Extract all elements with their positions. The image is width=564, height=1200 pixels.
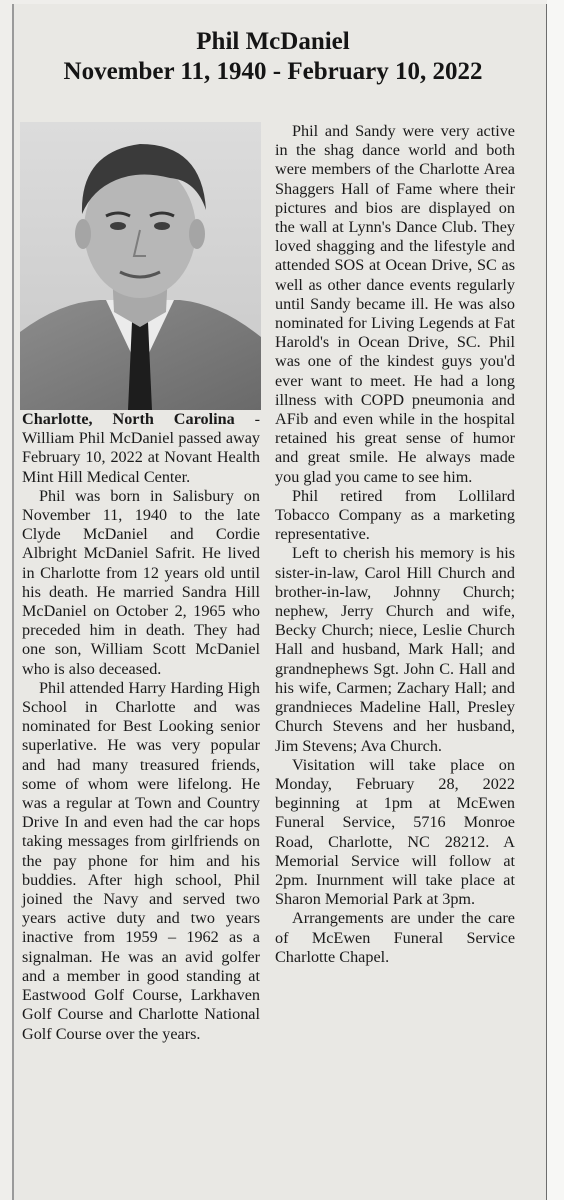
left-column <box>22 410 260 1044</box>
paragraph-visitation: Visitation will take place on Monday, February 28, 2022 beginning at 1pm at McEwen Funeral Service, 5716 Monroe Road, Charlotte, NC 28212. A Memorial Service will follow at 2pm. Inurnment will take place at Sharon Memorial Park at 3pm. <box>275 755 515 909</box>
paragraph-birth: Phil was born in Salisbury on November 11, 1940 to the late Clyde McDaniel and Cordie Albright McDaniel Safrit. He lived in Charlotte from 12 years old until his death. He married Sandra Hill McDaniel on October 2, 1965 who preceded him in death. They had one son, William Scott McDaniel who is also deceased. <box>22 486 260 678</box>
paragraph-career: Phil retired from Lollilard Tobacco Company as a marketing representative. <box>275 486 515 544</box>
intro-text: - William Phil McDaniel passed away February 10, 2022 at Novant Health Mint Hill Medical Center. <box>22 410 260 486</box>
paragraph-dance: Phil and Sandy were very active in the shag dance world and both were members of the Charlotte Area Shaggers Hall of Fame where their pictures and bios are displayed on the wall at Lynn's Dance Club. They loved shagging and the lifestyle and attended SOS at Ocean Drive, SC as well as other dance events regularly until Sandy became ill. He was also nominated for Living Legends at Fat Harold's in Ocean Drive, SC. Phil was one of the kindest guys you'd ever want to meet. He had a long illness with COPD pneumonia and AFib and even while in the hospital retained his great sense of humor and great smile. He always made you glad you came to see him. <box>275 122 515 486</box>
right-column <box>275 122 515 967</box>
obituary-title <box>18 27 528 87</box>
life-dates: November 11, 1940 - February 10, 2022 <box>63 58 483 85</box>
dateline: Charlotte, North Carolina <box>22 410 235 428</box>
paragraph-school: Phil attended Harry Harding High School in Charlotte and was nominated for Best Looking senior superlative. He was very popular and had many treasured friends, some of whom were lifelong. He was a regular at Town and Country Drive In and even had the car hops taking messages from girlfriends on the pay phone for him and his buddies. After high school, Phil joined the Navy and served two years active duty and two years inactive from 1959 – 1962 as a signalman. He was an avid golfer and a member in good standing at Eastwood Golf Course, Larkhaven Golf Course and Charlotte National Golf Course over the years. <box>22 678 260 1043</box>
paragraph-arrangements: Arrangements are under the care of McEwen Funeral Service Charlotte Chapel. <box>275 909 515 966</box>
portrait-illustration <box>20 122 261 410</box>
portrait-photo <box>20 122 261 410</box>
paragraph-intro <box>22 410 260 487</box>
paragraph-survivors: Left to cherish his memory is his sister-in-law, Carol Hill Church and brother-in-law, Johnny Church; nephew, Jerry Church and wife, Becky Church; niece, Leslie Church Hall and husband, Mark Hall; and grandnephews Sgt. John C. Hall and his wife, Carmen; Zachary Hall; and grandnieces Madeline Hall, Presley Church Stevens and her husband, Jim Stevens; Ava Church. <box>275 544 515 755</box>
scan-margin <box>547 0 564 1200</box>
deceased-name: Phil McDaniel <box>196 28 350 55</box>
